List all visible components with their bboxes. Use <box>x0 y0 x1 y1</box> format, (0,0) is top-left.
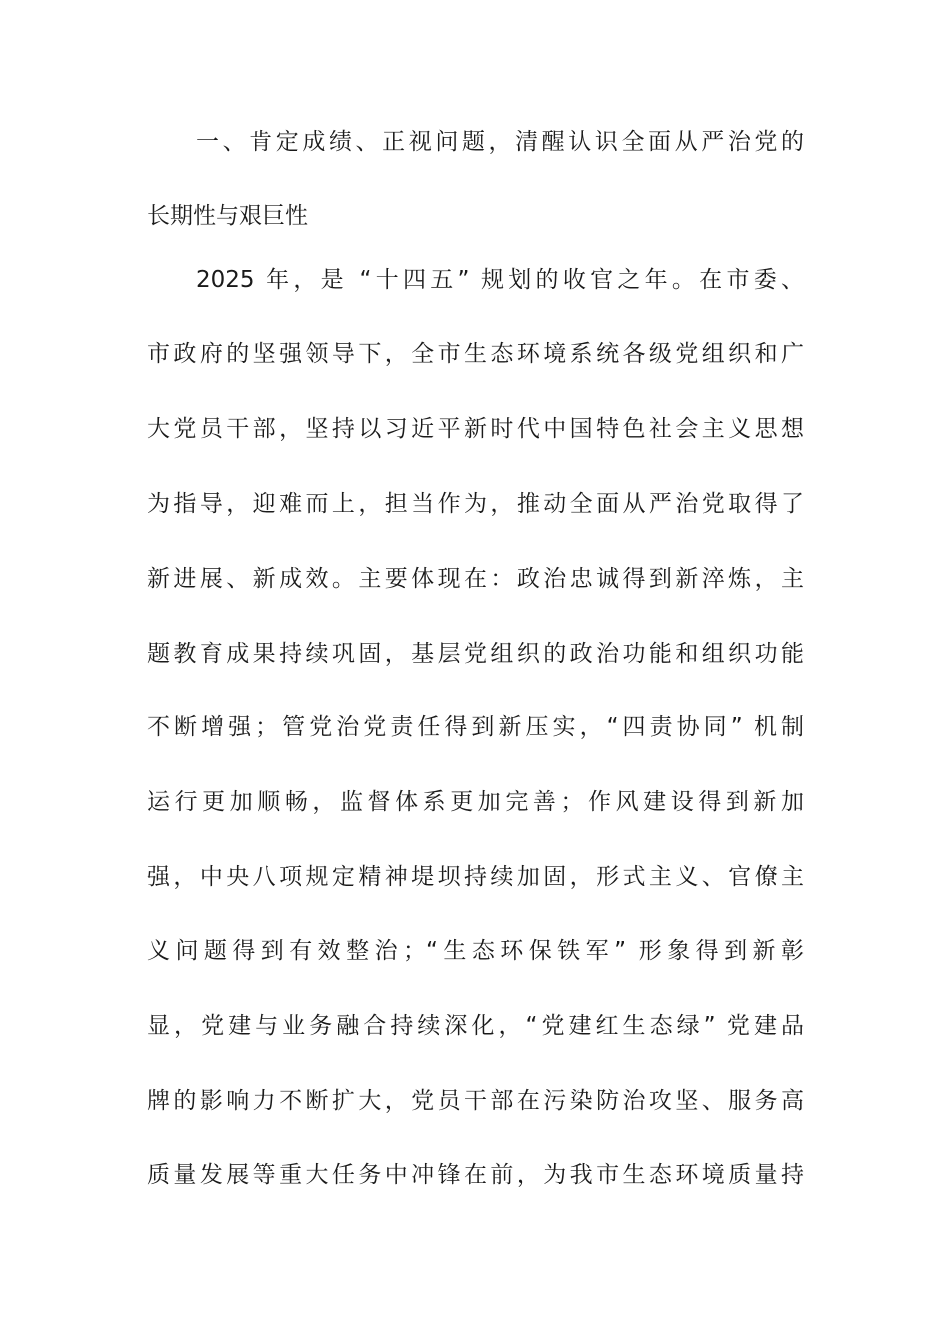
paragraph-line-1: 2025 年，是 “十四五” 规划的收官之年。在市委、 <box>196 267 804 293</box>
paragraph-line-8: 运行更加顺畅，监督体系更加完善；作风建设得到新加 <box>147 789 804 815</box>
section-heading-line-1: 一、肯定成绩、正视问题，清醒认识全面从严治党的 <box>196 129 804 155</box>
paragraph-line-12: 牌的影响力不断扩大，党员干部在污染防治攻坚、服务高 <box>147 1088 804 1114</box>
paragraph-line-13: 质量发展等重大任务中冲锋在前，为我市生态环境质量持 <box>147 1162 804 1188</box>
paragraph-line-11: 显，党建与业务融合持续深化，“党建红生态绿” 党建品 <box>147 1013 804 1039</box>
paragraph-line-10: 义问题得到有效整治；“生态环保铁军” 形象得到新彰 <box>147 938 804 964</box>
paragraph-line-5: 新进展、新成效。主要体现在：政治忠诚得到新淬炼，主 <box>147 566 804 592</box>
section-heading-line-2: 长期性与艰巨性 <box>147 203 308 229</box>
paragraph-line-9: 强，中央八项规定精神堤坝持续加固，形式主义、官僚主 <box>147 864 804 890</box>
paragraph-line-2: 市政府的坚强领导下，全市生态环境系统各级党组织和广 <box>147 341 804 367</box>
paragraph-line-4: 为指导，迎难而上，担当作为，推动全面从严治党取得了 <box>147 491 804 517</box>
paragraph-line-7: 不断增强；管党治党责任得到新压实，“四责协同” 机制 <box>147 714 804 740</box>
paragraph-line-3: 大党员干部，坚持以习近平新时代中国特色社会主义思想 <box>147 416 804 442</box>
paragraph-line-6: 题教育成果持续巩固，基层党组织的政治功能和组织功能 <box>147 641 804 667</box>
